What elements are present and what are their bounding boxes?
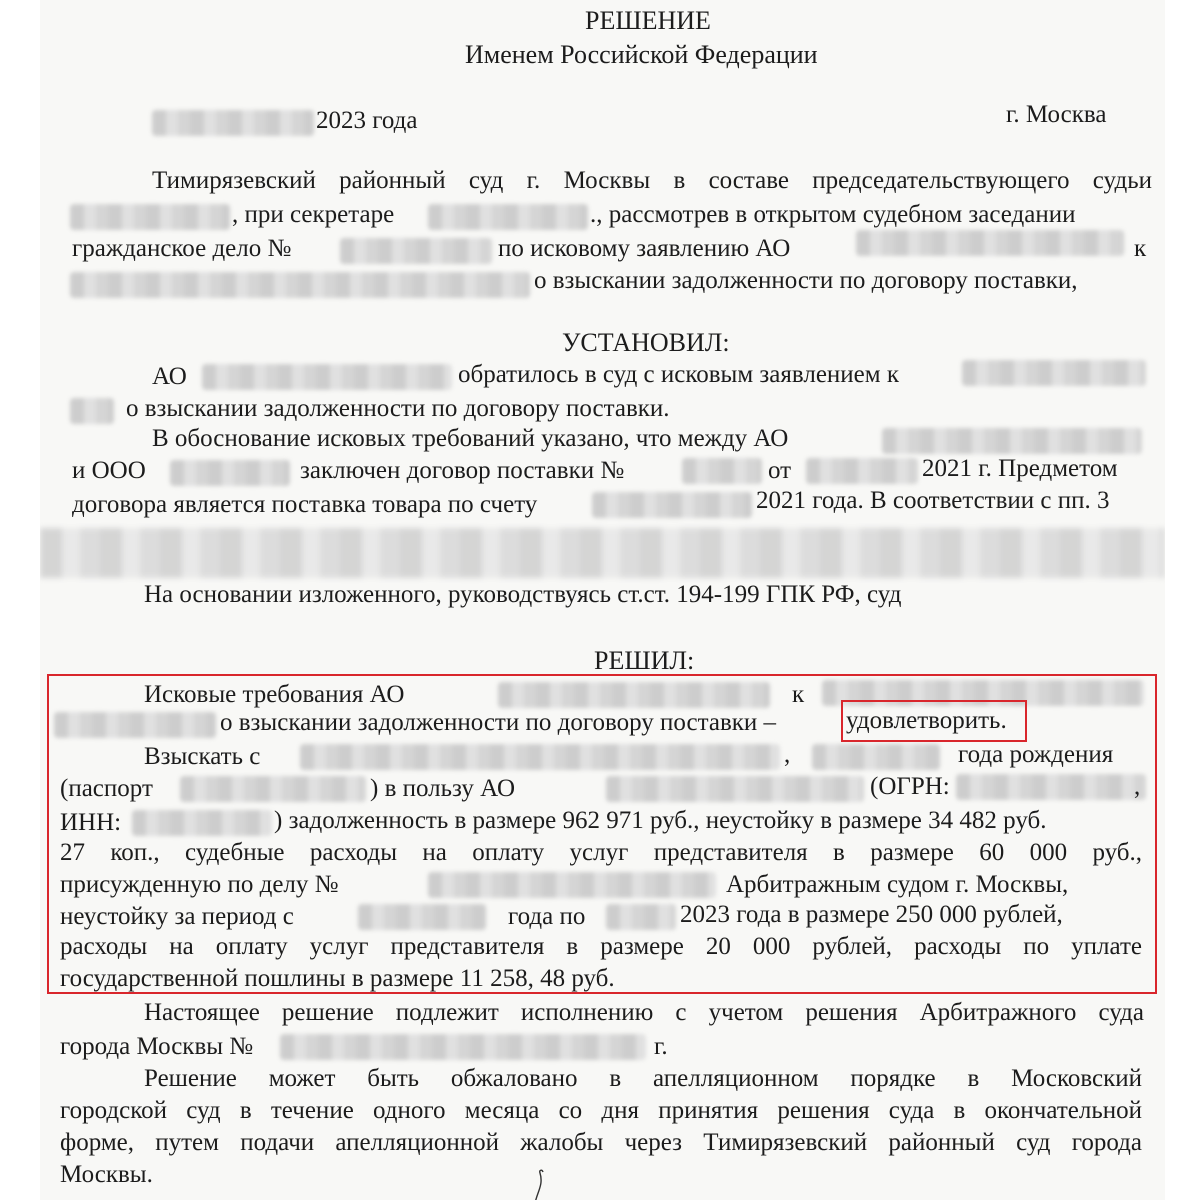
redacted-contract-date: [806, 458, 918, 484]
document-subtitle: Именем Российской Федерации: [465, 40, 818, 69]
established-line-4a: и ООО: [72, 457, 146, 484]
document-title: РЕШЕНИЕ: [585, 6, 711, 35]
document-page: [40, 0, 1165, 1200]
decided-line-9: государственной пошлины в размере 11 258, 48 руб.: [60, 965, 615, 992]
established-line-4b: заключен договор поставки №: [300, 457, 625, 484]
redacted-plaintiff-3: [882, 428, 1142, 454]
intro-line-4: о взыскании задолженности по договору поставки,: [534, 267, 1078, 294]
redacted-plaintiff-2: [202, 364, 452, 390]
redacted-secretary: [428, 204, 588, 230]
intro-line-2a: , при секретаре: [232, 201, 395, 228]
decision-city: г. Москва: [1006, 101, 1107, 128]
established-line-1b: обратилось в суд с исковым заявлением к: [458, 361, 899, 388]
decision-date: 2023 года: [316, 107, 418, 134]
decided-line-2b: ,: [784, 741, 791, 768]
established-line-4c: от: [768, 457, 792, 484]
decided-line-3c: (ОГРН:: [870, 773, 950, 800]
redacted-defendant-3: [70, 398, 114, 424]
decided-line-3b: ) в пользу АО: [370, 775, 516, 802]
decided-line-8: расходы на оплату услуг представителя в размере 20 000 рублей, расходы по уплате: [60, 933, 1142, 960]
closing-line-1: Настоящее решение подлежит исполнению с учетом решения Арбитражного суда: [144, 999, 1144, 1026]
intro-line-3b: по исковому заявлению АО: [498, 235, 791, 262]
closing-line-2a: города Москвы №: [60, 1033, 254, 1060]
established-line-4d: 2021 г. Предметом: [922, 455, 1118, 482]
decided-line-1a: Исковые требования АО: [144, 681, 405, 708]
established-line-5a: договора является поставка товара по счету: [72, 491, 538, 518]
redacted-judge: [70, 204, 230, 230]
intro-line-2b: ., рассмотрев в открытом судебном заседании: [590, 201, 1076, 228]
redacted-plaintiff: [856, 230, 1124, 256]
established-line-3: В обоснование исковых требований указано, что между АО: [152, 425, 789, 452]
decided-line-7a: неустойку за период с: [60, 903, 294, 930]
intro-line-3c: к: [1134, 235, 1147, 262]
redacted-paragraph-band: [40, 528, 1165, 578]
redacted-date: [152, 110, 314, 136]
closing-line-4: городской суд в течение одного месяца со дня принятия решения суда в окончательной: [60, 1097, 1142, 1124]
redacted-company: [170, 460, 290, 486]
decided-line-4a: ИНН:: [60, 809, 122, 836]
intro-line-3a: гражданское дело №: [72, 235, 292, 262]
decided-line-7b: года по: [508, 903, 586, 930]
established-heading: УСТАНОВИЛ:: [562, 328, 730, 357]
decided-line-2c: года рождения: [958, 741, 1114, 768]
closing-line-5: форме, путем подачи апелляционной жалобы через Тимирязевский районный суд города: [60, 1129, 1142, 1156]
redacted-contract-number: [682, 458, 762, 484]
decided-line-1c: о взыскании задолженности по договору поставки –: [220, 709, 777, 736]
decided-line-1b: к: [792, 681, 805, 708]
closing-line-3: Решение может быть обжаловано в апелляционном порядке в Московский: [144, 1065, 1142, 1092]
decided-line-4b: ) задолженность в размере 962 971 руб., неустойку в размере 34 482 руб.: [274, 807, 1047, 834]
redacted-invoice: [592, 492, 752, 518]
established-line-5b: 2021 года. В соответствии с пп. 3: [756, 487, 1110, 514]
decided-line-1d: удовлетворить.: [846, 707, 1007, 734]
right-margin-strip: [1165, 0, 1200, 1200]
decided-heading: РЕШИЛ:: [594, 646, 695, 675]
decided-line-2a: Взыскать с: [144, 743, 261, 770]
decided-line-3d: ,: [1134, 773, 1141, 800]
satisfy-highlight-box: [841, 700, 1027, 742]
redacted-defendant-2: [962, 360, 1146, 386]
decided-line-5: 27 коп., судебные расходы на оплату услуг представителя в размере 60 000 руб.,: [60, 839, 1142, 866]
basis-line: На основании изложенного, руководствуясь ст.ст. 194-199 ГПК РФ, суд: [144, 581, 902, 608]
closing-line-6: Москвы.: [60, 1161, 153, 1188]
redacted-case-number: [340, 238, 492, 264]
redacted-defendant: [70, 272, 530, 298]
intro-line-1: Тимирязевский районный суд г. Москвы в составе председательствующего судьи: [152, 167, 1152, 194]
established-line-2: о взыскании задолженности по договору поставки.: [126, 395, 670, 422]
closing-line-2b: г.: [654, 1033, 668, 1060]
established-line-1a: АО: [152, 363, 187, 390]
decided-line-6a: присужденную по делу №: [60, 871, 339, 898]
redacted-arbitration-decision: [280, 1034, 646, 1060]
decided-line-7c: 2023 года в размере 250 000 рублей,: [680, 901, 1063, 928]
decided-line-6b: Арбитражным судом г. Москвы,: [726, 871, 1069, 898]
decided-line-3a: (паспорт: [60, 775, 153, 802]
signature-mark: [530, 1168, 550, 1200]
